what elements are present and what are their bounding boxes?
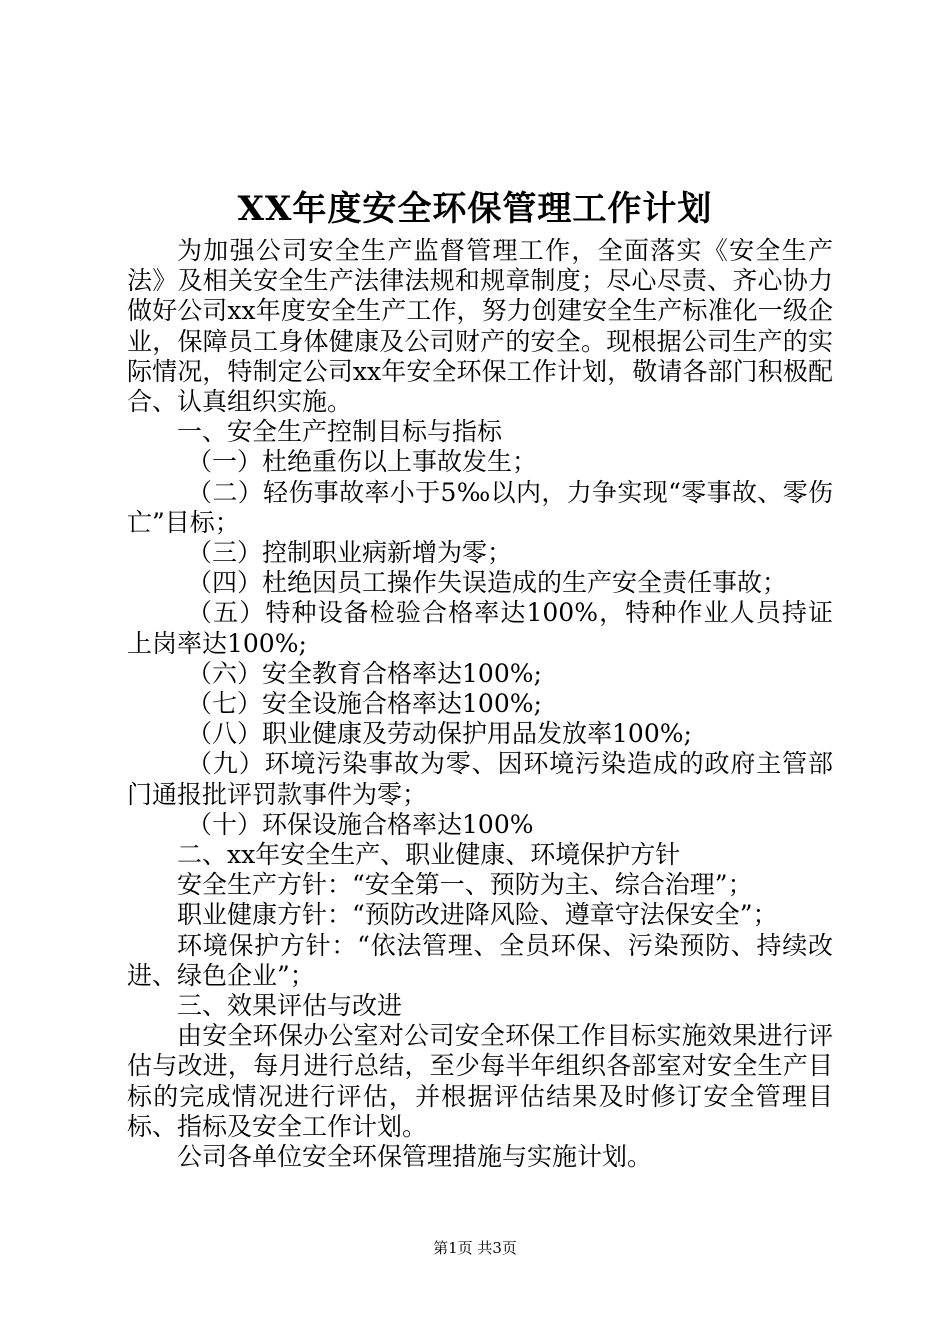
target-item-3: （三）控制职业病新增为零； [187,538,513,568]
target-item-1: （一）杜绝重伤以上事故发生； [187,447,538,477]
section-heading-3: 三、效果评估与改进 [177,991,403,1021]
closing-paragraph: 公司各单位安全环保管理措施与实施计划。 [177,1142,653,1172]
page-footer: 第1页 共3页 [433,1239,517,1257]
section-heading-2: 二、xx年安全生产、职业健康、环境保护方针 [177,840,681,870]
policy-health: 职业健康方针：“预防改进降风险、遵章守法保安全”； [177,900,778,930]
evaluation-paragraph: 由安全环保办公室对公司安全环保工作目标实施效果进行评估与改进，每月进行总结，至少每半年组织各部室对安全生产目标的完成情况进行评估，并根据评估结果及时修订安全管理目标、指标及安全工作计划。 [127,1021,833,1141]
document-body [127,236,833,1172]
target-item-4: （四）杜绝因员工操作失误造成的生产安全责任事故； [187,568,788,598]
target-item-10: （十）环保设施合格率达100% [187,809,534,839]
target-item-6: （六）安全教育合格率达100%; [187,658,542,688]
target-item-8: （八）职业健康及劳动保护用品发放率100%; [187,719,692,749]
document-title: XX年度安全环保管理工作计划 [237,189,713,229]
policy-environment: 环境保护方针：“依法管理、全员环保、污染预防、持续改进、绿色企业”； [127,930,833,990]
policy-safety: 安全生产方针：“安全第一、预防为主、综合治理”； [177,870,753,900]
target-item-5: （五）特种设备检验合格率达100%，特种作业人员持证上岗率达100%; [127,598,833,658]
section-heading-1: 一、安全生产控制目标与指标 [177,417,503,447]
target-item-2: （二）轻伤事故率小于5‰以内，力争实现“零事故、零伤亡”目标； [127,477,833,537]
target-item-7: （七）安全设施合格率达100%; [187,689,542,719]
intro-paragraph: 为加强公司安全生产监督管理工作，全面落实《安全生产法》及相关安全生产法律法规和规章制度；尽心尽责、齐心协力做好公司xx年度安全生产工作，努力创建安全生产标准化一级企业，保障员工身体健康及公司财产的安全。现根据公司生产的实际情况，特制定公司xx年安全环保工作计划，敬请各部门积极配合、认真组织实施。 [127,236,833,417]
target-item-9: （九）环境污染事故为零、因环境污染造成的政府主管部门通报批评罚款事件为零； [127,749,833,809]
